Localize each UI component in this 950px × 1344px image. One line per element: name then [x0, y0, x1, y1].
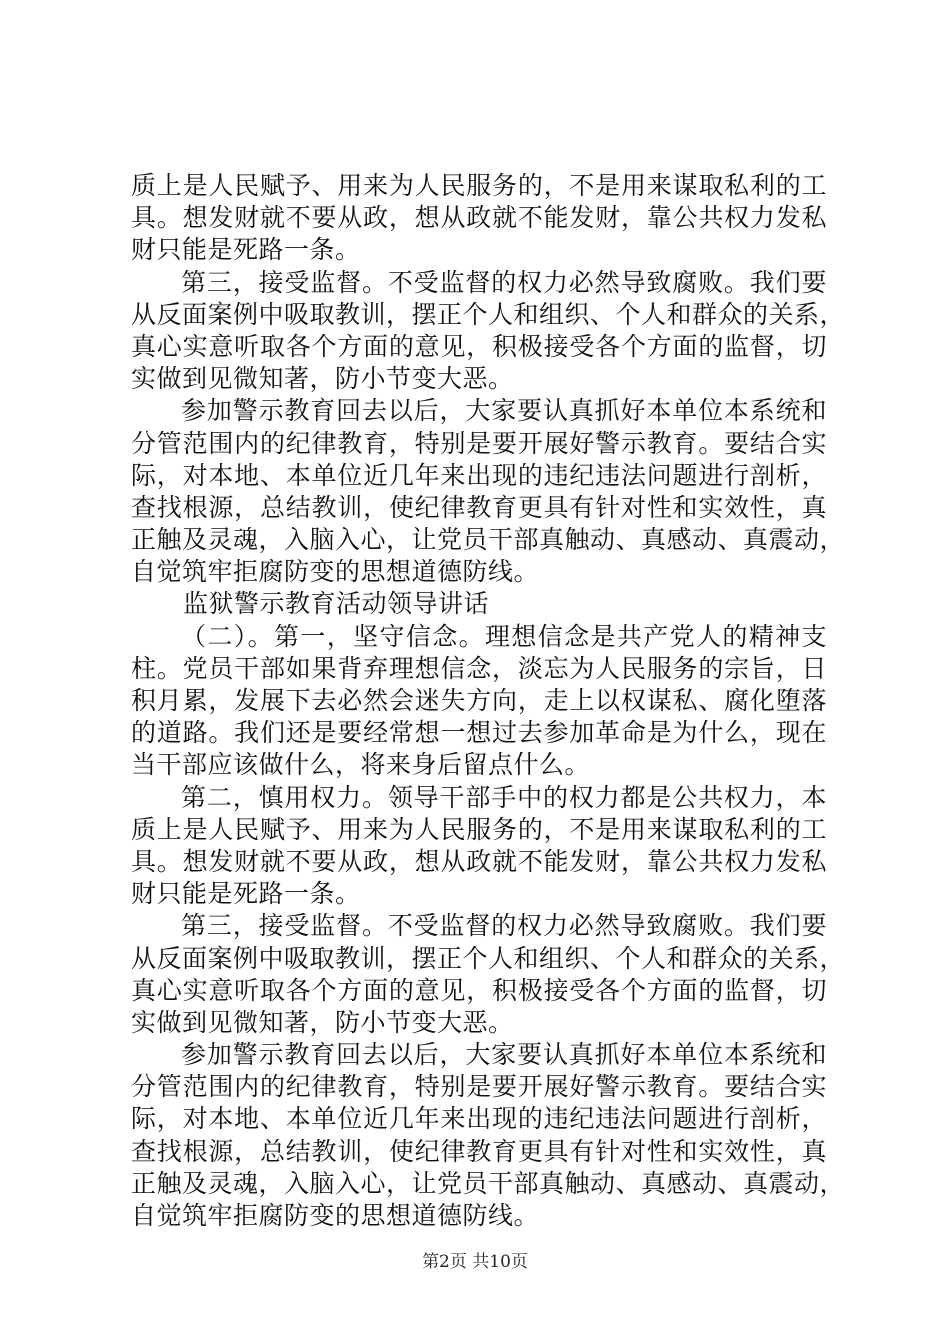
paragraph-start-line: 第三，接受监督。不受监督的权力必然导致腐败。我们要 — [181, 911, 827, 941]
text-line: 财只能是死路一条。 — [131, 879, 361, 909]
text-line: 质上是人民赋予、用来为人民服务的，不是用来谋取私利的工 — [131, 814, 827, 844]
text-line: 分管范围内的纪律教育，特别是要开展好警示教育。要结合实 — [131, 428, 827, 458]
paragraph-start-line: 第二，慎用权力。领导干部手中的权力都是公共权力，本 — [181, 782, 827, 812]
text-line: 从反面案例中吸取教训，摆正个人和组织、个人和群众的关系， — [131, 943, 846, 973]
paragraph-start-line: 参加警示教育回去以后，大家要认真抓好本单位本系统和 — [181, 1040, 827, 1070]
document-body — [131, 170, 846, 1232]
text-line: 际，对本地、本单位近几年来出现的违纪违法问题进行剖析， — [131, 1104, 827, 1134]
text-line: 实做到见微知著，防小节变大恶。 — [131, 364, 514, 394]
text-line: 真心实意听取各个方面的意见，积极接受各个方面的监督，切 — [131, 975, 827, 1005]
paragraph-start-line: （二）。第一，坚守信念。理想信念是共产党人的精神支 — [181, 621, 827, 651]
text-line: 实做到见微知著，防小节变大恶。 — [131, 1007, 514, 1037]
text-line: 当干部应该做什么，将来身后留点什么。 — [131, 750, 591, 780]
text-line: 自觉筑牢拒腐防变的思想道德防线。 — [131, 1201, 540, 1230]
text-line: 的道路。我们还是要经常想一想过去参加革命是为什么，现在 — [131, 718, 827, 748]
paragraph-start-line: 第三，接受监督。不受监督的权力必然导致腐败。我们要 — [181, 267, 827, 297]
text-line: 查找根源，总结教训，使纪律教育更具有针对性和实效性，真 — [131, 1136, 827, 1166]
text-line: 财只能是死路一条。 — [131, 235, 361, 265]
text-line: 积月累，发展下去必然会迷失方向，走上以权谋私、腐化堕落 — [131, 686, 827, 715]
text-line: 分管范围内的纪律教育，特别是要开展好警示教育。要结合实 — [131, 1072, 827, 1102]
text-line: 际，对本地、本单位近几年来出现的违纪违法问题进行剖析， — [131, 460, 827, 490]
text-line: 查找根源，总结教训，使纪律教育更具有针对性和实效性，真 — [131, 492, 827, 522]
text-line: 正触及灵魂，入脑入心，让党员干部真触动、真感动、真震动， — [131, 525, 846, 555]
paragraph-start-line: 参加警示教育回去以后，大家要认真抓好本单位本系统和 — [181, 396, 827, 426]
text-line: 从反面案例中吸取教训，摆正个人和组织、个人和群众的关系， — [131, 299, 846, 329]
section-title: 监狱警示教育活动领导讲话 — [183, 589, 490, 619]
text-line: 具。想发财就不要从政，想从政就不能发财，靠公共权力发私 — [131, 203, 827, 233]
text-line: 正触及灵魂，入脑入心，让党员干部真触动、真感动、真震动， — [131, 1168, 846, 1198]
text-line: 具。想发财就不要从政，想从政就不能发财，靠公共权力发私 — [131, 846, 827, 876]
text-line: 柱。党员干部如果背弃理想信念，淡忘为人民服务的宗旨，日 — [131, 653, 827, 683]
text-line: 质上是人民赋予、用来为人民服务的，不是用来谋取私利的工 — [131, 171, 827, 200]
text-line: 自觉筑牢拒腐防变的思想道德防线。 — [131, 557, 540, 587]
text-line: 真心实意听取各个方面的意见，积极接受各个方面的监督，切 — [131, 331, 827, 361]
page-number-footer: 第2页 共10页 — [422, 1252, 528, 1272]
